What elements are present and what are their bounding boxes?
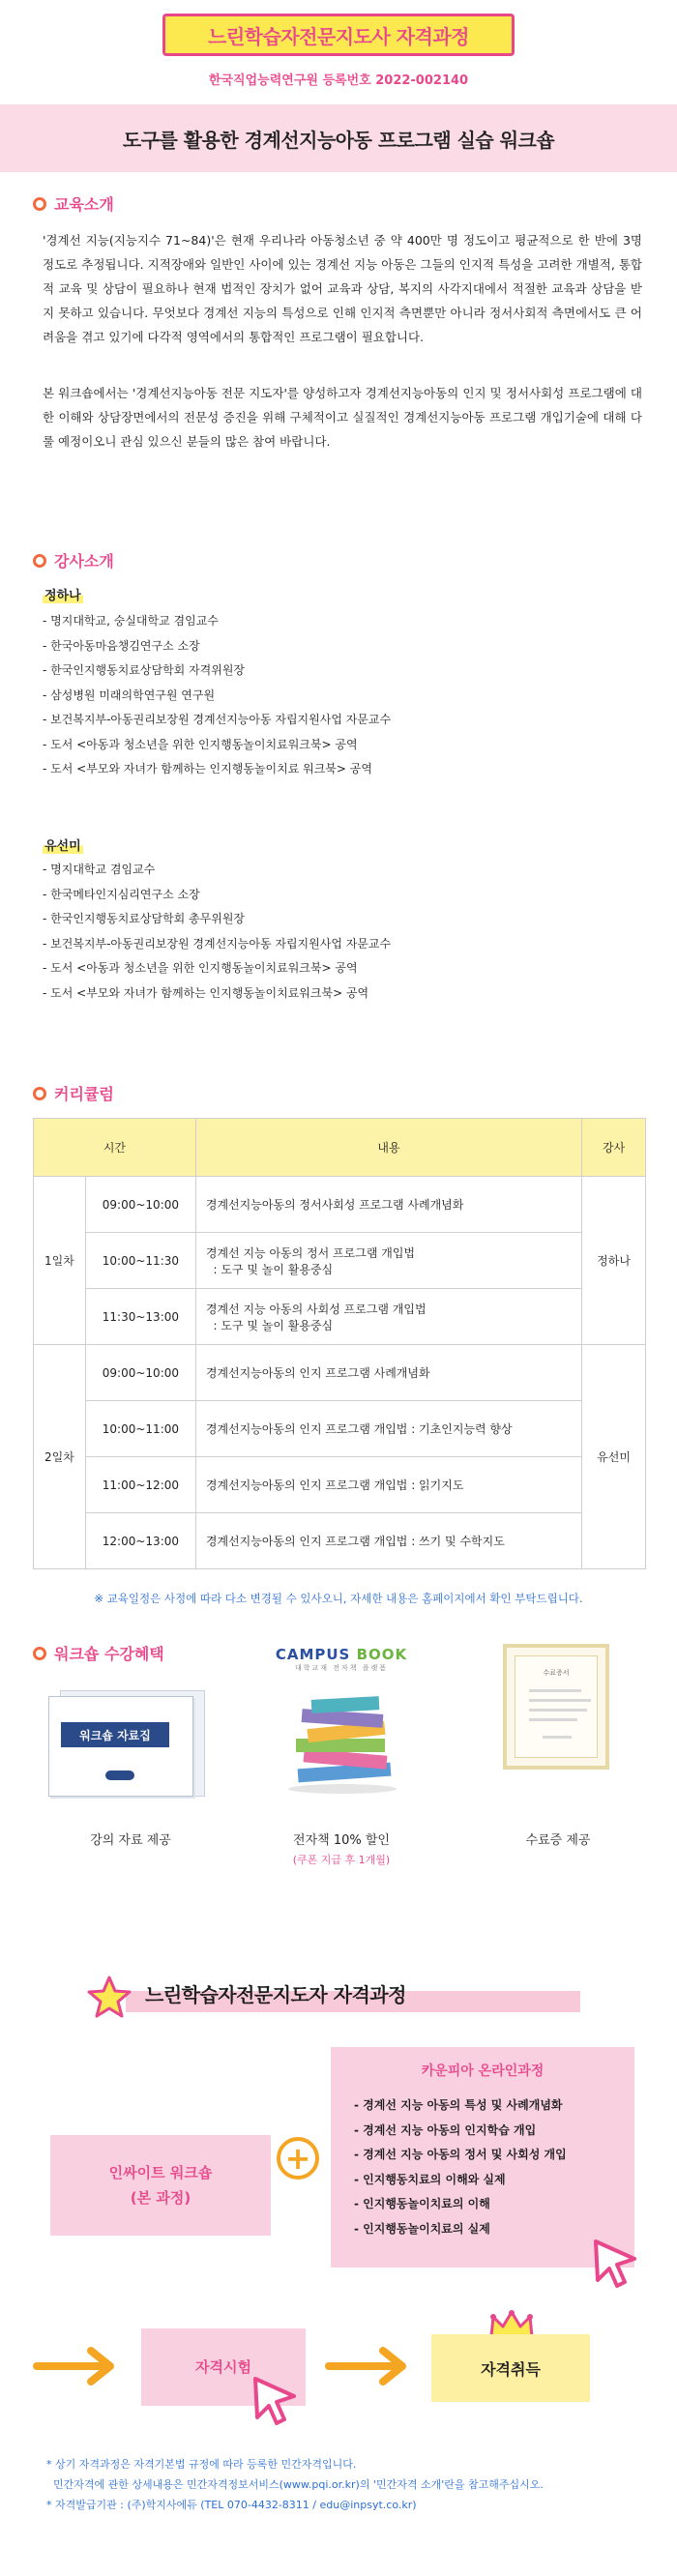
time-cell: 09:00~10:00 [85,1345,195,1401]
career-item: - 도서 <아동과 청소년을 위한 인지행동놀이치료워크북> 공역 [43,961,358,975]
book-label: 워크숍 자료집 [61,1722,169,1747]
flow-title-block [87,1976,590,2018]
footnote-line: * 상기 자격과정은 자격기본법 규정에 따라 등록한 민간자격입니다. [46,2458,357,2471]
arrow-right-icon [325,2344,412,2388]
title-ribbon [162,14,515,56]
benefit-label: 강의 자료 제공 [90,1833,171,1848]
acquire-label: 자격취득 [481,2359,541,2379]
workshop-title: 도구를 활용한 경계선지능아동 프로그램 실습 워크숍 [122,128,555,152]
table-header-row [34,1119,646,1177]
benefit-item [48,1830,213,1848]
table-row [34,1289,646,1345]
table-row [34,1345,646,1401]
benefits-heading [33,1642,164,1664]
career-item: - 도서 <아동과 청소년을 위한 인지행동놀이치료워크북> 공역 [43,737,358,751]
workshop-title-band [0,104,677,172]
time-cell: 11:00~12:00 [85,1457,195,1513]
instructor-career-list [43,609,391,782]
star-icon [87,1976,132,2018]
instructor-career-list [43,858,391,1006]
benefit-item [259,1830,424,1867]
content-line: 경계선지능아동의 인지 프로그램 사례개념화 [205,1366,430,1380]
acquire-box [431,2334,590,2402]
cursor-icon [592,2238,640,2290]
course-title: 느린학습자전문지도사 자격과정 [208,24,469,48]
instructor-cell: 정하나 [582,1177,646,1345]
table-row [34,1513,646,1569]
benefit-label: 수료증 제공 [525,1833,591,1848]
logo-word-1: CAMPUS [275,1646,351,1663]
table-row [34,1177,646,1233]
ring-bullet-icon [33,554,46,568]
career-item: - 명지대학교 겸임교수 [43,863,156,876]
career-item: - 한국아동마음챙김연구소 소장 [43,638,200,653]
table-row [34,1233,646,1289]
content-cell [195,1401,581,1457]
intro-heading [33,192,114,215]
certificate-icon [503,1644,609,1770]
instructor-name: 유선미 [43,835,83,854]
curriculum-heading-text: 커리큘럼 [54,1085,114,1103]
online-course-title: 카운피아 온라인과정 [421,2064,545,2079]
certificate-line [543,1736,572,1739]
benefit-label: 전자책 10% 할인 [293,1833,390,1848]
career-item: - 보건복지부-아동권리보장원 경계선지능아동 자립지원사업 자문교수 [43,936,392,951]
benefits-heading-text: 워크숍 수강혜택 [54,1645,164,1663]
career-item: - 도서 <부모와 자녀가 함께하는 인지행동놀이치료워크북> 공역 [43,985,369,1000]
certificate-title: 수료증서 [543,1669,570,1677]
column-header: 강사 [582,1119,646,1177]
time-cell: 12:00~13:00 [85,1513,195,1569]
certificate-line [529,1718,577,1721]
instructor-name: 정하나 [43,585,83,603]
table-row [34,1401,646,1457]
online-course-item: - 인지행동놀이치료의 실제 [354,2221,490,2236]
publisher-logo [105,1771,134,1780]
online-course-item: - 경계선 지능 아동의 특성 및 사례개념화 [354,2098,563,2112]
certificate-line [529,1699,591,1702]
content-cell [195,1345,581,1401]
ebook-stack-icon [279,1683,404,1799]
ring-bullet-icon [33,1647,46,1660]
exam-label: 자격시험 [195,2358,251,2376]
ring-bullet-icon [33,197,46,211]
career-item: - 도서 <부모와 자녀가 함께하는 인지행동놀이치료 워크북> 공역 [43,762,372,776]
footnote-line: 민간자격에 관한 상세내용은 민간자격정보서비스(www.pqi.or.kr)의 '민간자격 소개'란을 참고해주십시오. [46,2478,544,2491]
content-line: 경계선지능아동의 정서사회성 프로그램 사례개념화 [205,1198,464,1212]
day-cell: 2일차 [34,1345,86,1569]
content-cell [195,1289,581,1345]
intro-paragraph-2: 본 워크숍에서는 '경계선지능아동 전문 지도자'를 양성하고자 경계선지능아동의 인지 및 정서사회성 프로그램에 대한 이해와 상담장면에서의 전문성 증진을 위해 구체적이고 실질적인 경계선지능아동 프로그램 개입기술에 대해 다룰 예정이오니 관심 있으신 분들의 많은 참여 바랍니다. [43,386,642,449]
content-line: : 도구 및 놀이 활용중심 [205,1262,334,1276]
logo-word-2: BOOK [356,1646,408,1663]
time-cell: 10:00~11:30 [85,1233,195,1289]
cursor-icon [251,2375,300,2427]
content-line: 경계선 지능 아동의 정서 프로그램 개입법 [205,1245,416,1260]
career-item: - 한국메타인지심리연구소 소장 [43,887,200,901]
online-course-box [331,2047,634,2268]
content-line: 경계선지능아동의 인지 프로그램 개입법 : 쓰기 및 수학지도 [205,1535,505,1548]
online-course-item: - 경계선 지능 아동의 정서 및 사회성 개입 [354,2148,567,2161]
footnote-line: * 자격발급기관 : (주)학지사에듀 (TEL 070-4432-8311 / edu@inpsyt.co.kr) [46,2499,417,2511]
content-cell [195,1513,581,1569]
book-front [48,1696,193,1797]
logo-subtitle: 대학교재 전자책 플랫폼 [294,1664,389,1672]
time-cell: 09:00~10:00 [85,1177,195,1233]
content-line: 경계선지능아동의 인지 프로그램 개입법 : 기초인지능력 향상 [205,1422,513,1436]
time-cell: 11:30~13:00 [85,1289,195,1345]
instructors-heading-text: 강사소개 [54,552,114,571]
campus-book-logo [269,1646,414,1673]
benefit-sublabel: (쿠폰 지급 후 1개월) [292,1854,391,1866]
instructor-cell: 유선미 [582,1345,646,1569]
online-course-item: - 인지행동치료의 이해와 실제 [354,2172,506,2186]
intro-paragraph-1: '경계선 지능(지능지수 71~84)'은 현재 우리나라 아동청소년 중 약 400만 명 정도이고 평균적으로 한 반에 3명 정도로 추정됩니다. 지적장애와 일반인 사이에 있는 경계선 지능 아동은 그들의 인지적 특성을 고려한 개별적, 통합적 교육 및 상담이 필요하나 현재 법적인 장치가 없어 교육과 상담, 복지의 사각지대에서 적절한 교육과 상담을 받지 못하고 있습니다. 무엇보다 경계선 지능의 특성으로 인해 인지적 측면뿐만 아니라 정서사회적 측면에서도 큰 어려움을 겪고 있기에 다각적 영역에서의 통합적인 프로그램이 필요합니다. [43,233,642,344]
career-item: - 한국인지행동치료상담학회 총무위원장 [43,912,246,925]
header [0,0,677,104]
box-heading: 인싸이트 워크숍 [108,2164,213,2181]
ring-bullet-icon [33,1087,46,1100]
time-cell: 10:00~11:00 [85,1401,195,1457]
table-row [34,1457,646,1513]
curriculum-table [33,1118,646,1569]
workshop-course-box [50,2135,271,2236]
online-course-item: - 경계선 지능 아동의 인지학습 개입 [354,2122,537,2137]
content-cell [195,1177,581,1233]
career-item: - 한국인지행동치료상담학회 자격위원장 [43,663,246,677]
curriculum-heading [33,1082,114,1104]
plus-icon: + [277,2137,319,2180]
intro-heading-text: 교육소개 [54,195,114,214]
online-course-item: - 인지행동놀이치료의 이해 [354,2197,490,2210]
content-line: 경계선지능아동의 인지 프로그램 개입법 : 읽기지도 [205,1478,464,1492]
day-cell: 1일차 [34,1177,86,1345]
certificate-line [529,1709,587,1712]
content-cell [195,1457,581,1513]
online-course-list [354,2093,567,2241]
box-subheading: (본 과정) [130,2189,191,2207]
career-item: - 보건복지부-아동권리보장원 경계선지능아동 자립지원사업 자문교수 [43,713,392,726]
content-line: : 도구 및 놀이 활용중심 [205,1318,334,1332]
career-item: - 명지대학교, 숭실대학교 겸임교수 [43,614,219,628]
content-cell [195,1233,581,1289]
logo-wordmark [269,1646,414,1663]
arrow-right-icon [33,2344,120,2388]
schedule-note: ※ 교육일정은 사정에 따라 다소 변경될 수 있사오니, 자세한 내용은 홈페이지에서 확인 부탁드립니다. [94,1592,583,1605]
career-item: - 삼성병원 미래의학연구원 연구원 [43,688,216,702]
content-line: 경계선 지능 아동의 사회성 프로그램 개입법 [205,1302,427,1316]
column-header: 내용 [195,1119,581,1177]
registration-number: 한국직업능력연구원 등록번호 2022-002140 [208,73,469,88]
instructors-heading [33,549,114,571]
benefit-item [476,1830,640,1848]
flow-title: 느린학습자전문지도자 자격과정 [145,1983,406,2006]
column-header: 시간 [34,1119,196,1177]
certificate-inner [515,1655,598,1758]
book-icon [48,1690,213,1797]
certificate-line [529,1689,581,1692]
